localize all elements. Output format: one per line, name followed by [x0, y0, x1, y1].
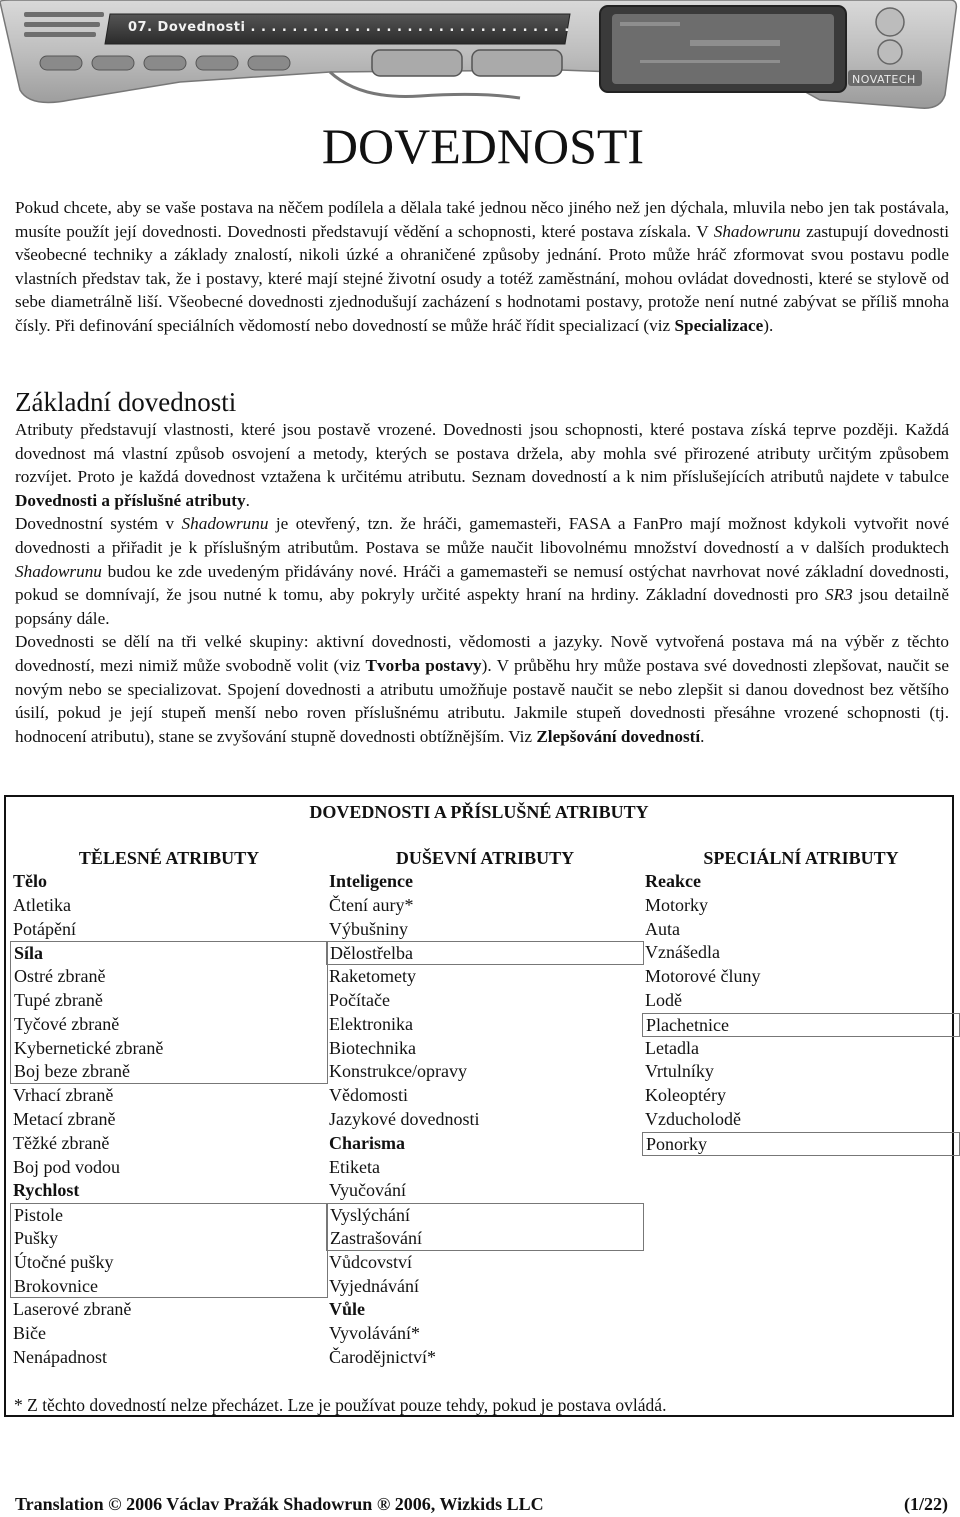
text-run: ). V průběhu hry může postava své dovednosti zlepšovat, naučit se novým nebo se specializovat. Spojení dovednosti a atributu umožňuje postavě naučit se nebo zlepšit si danou dovednost bez většího úsilí, pokud je její stupeň menší nebo roven příslušnému atributu. Jakmile stupeň dovednosti přesáhne vrozené schopnosti (tj. hodnocení atributu), stane se zvyšování stupně dovednosti obtížnějším. Viz: [15, 655, 950, 746]
skill-item: Laserové zbraně: [13, 1299, 132, 1320]
text-run: .: [245, 490, 250, 510]
cross-reference: Tvorba postavy: [365, 655, 482, 675]
skill-item: Pušky: [10, 1227, 328, 1251]
skill-item: Motorové čluny: [645, 966, 761, 987]
text-run: jsou detailně popsány dále.: [15, 585, 949, 628]
skill-item: Ostré zbraně: [10, 965, 328, 989]
skill-item: Boj beze zbraně: [10, 1060, 328, 1084]
skill-item: Vznášedla: [645, 942, 720, 963]
skill-item: Elektronika: [329, 1013, 413, 1034]
skill-item: Raketomety: [329, 966, 416, 987]
text-run: Pokud chcete, aby se vaše postava na něčem podílela a dělala také jednou něco jiného než jen dýchala, mluvila nebo jen tak postávala, musíte použít její dovednosti. Dovednosti představují vědění a schopnosti, které postava získala. V: [15, 198, 949, 241]
skill-item: Jazykové dovednosti: [329, 1108, 480, 1129]
cross-reference: Dovednosti a příslušné atributy: [15, 490, 246, 510]
skill-item: Vrhací zbraně: [13, 1085, 114, 1106]
device-frame-graphic: [0, 0, 960, 112]
column-physical: [10, 846, 328, 1370]
skill-item: Čarodějnictví*: [329, 1346, 436, 1367]
skill-item: Motorky: [645, 894, 708, 915]
text-run: Dovednosti se dělí na tři velké skupiny: aktivní dovednosti, vědomosti a jazyky. Nově vytvořená postava má na výběr z těchto dovedností, mezi nimiž může svobodně volit (viz: [15, 632, 949, 675]
skill-item: Lodě: [645, 989, 682, 1010]
skill-item: Výbušniny: [329, 918, 409, 939]
skill-item: Kybernetické zbraně: [10, 1037, 328, 1061]
cross-reference: Zlepšování dovedností: [536, 726, 701, 746]
attribute-name: Reakce: [645, 871, 701, 891]
skills-attributes-table: [4, 795, 954, 1417]
skill-item: Útočné pušky: [10, 1251, 328, 1275]
intro-paragraph: [15, 196, 949, 338]
header-device: [0, 0, 960, 112]
skill-item: Vyjednávání: [329, 1275, 419, 1296]
skill-item: Biotechnika: [329, 1037, 416, 1058]
text-run: ).: [763, 315, 774, 335]
skill-item: Vyučování: [329, 1180, 406, 1201]
italic-term: Shadowrunu: [15, 561, 102, 581]
skill-item: Vrtulníky: [645, 1061, 714, 1082]
table-footnote: * Z těchto dovedností nelze přecházet. Lze je používat pouze tehdy, pokud je postava ovládá.: [14, 1395, 667, 1415]
skill-item: Etiketa: [329, 1156, 380, 1177]
skill-item: Biče: [13, 1323, 46, 1344]
column-header: SPECIÁLNÍ ATRIBUTY: [703, 848, 899, 868]
column-mental: [326, 846, 644, 1370]
column-special: [642, 846, 960, 1156]
page-title: DOVEDNOSTI: [321, 118, 645, 174]
attribute-name: Vůle: [329, 1299, 365, 1320]
italic-term: SR3: [824, 585, 853, 605]
paragraph-3: [15, 630, 949, 748]
italic-term: Shadowrunu: [713, 221, 801, 241]
skill-item: Auta: [645, 918, 680, 939]
skill-item: Nenápadnost: [13, 1346, 107, 1367]
column-header: DUŠEVNÍ ATRIBUTY: [395, 848, 575, 868]
skill-item: Zastrašování: [326, 1227, 644, 1251]
attribute-name: Tělo: [13, 871, 47, 891]
skill-item: Těžké zbraně: [13, 1132, 110, 1153]
paragraph-2: [15, 512, 949, 630]
skill-item: Čtení aury*: [329, 894, 414, 915]
skill-item: Vůdcovství: [329, 1251, 412, 1272]
column-header: TĚLESNÉ ATRIBUTY: [78, 848, 260, 868]
skill-item: Vědomosti: [329, 1085, 408, 1106]
skill-item: Ponorky: [642, 1132, 960, 1156]
page-number: (1/22): [904, 1494, 948, 1514]
skill-item: Vzducholodě: [645, 1108, 741, 1129]
paragraph-1: [15, 418, 949, 512]
attribute-name: Charisma: [329, 1132, 405, 1153]
brand-logo-text: NOVATECH: [852, 73, 916, 86]
basic-skills-section: [15, 418, 949, 748]
skill-item: Potápění: [13, 918, 76, 939]
cross-reference: Specializace: [674, 315, 764, 335]
chapter-label: 07. Dovednosti . . . . . . . . . . . . . . . . . . . . . . . . . . . . . . .: [128, 20, 570, 35]
text-run: Atributy představují vlastnosti, které jsou postavě vrozené. Dovednosti jsou schopnosti, které postava získá teprve později. Každá dovednost má vlastní způsob osvojení a metody, kterých se postava držela, aby mohla své přirozené atributy určitým způsobem rozvíjet. Proto je každá dovednost vztažena k určitému atributu. Seznam dovedností a k nim příslušejících atributů najdete v tabulce: [15, 420, 949, 487]
attribute-name: Síla: [10, 941, 328, 965]
skill-item: Vyvolávání*: [329, 1323, 420, 1344]
skill-item: Plachetnice: [642, 1013, 960, 1037]
skill-list: [326, 870, 644, 1370]
skill-item: Pistole: [10, 1203, 328, 1227]
text-run: Dovednostní systém v: [15, 514, 182, 534]
footer-copyright: Translation © 2006 Václav Pražák Shadowrun ® 2006, Wizkids LLC: [15, 1494, 544, 1514]
skill-item: Vyslýchání: [326, 1203, 644, 1227]
attribute-name: Rychlost: [13, 1180, 80, 1201]
skill-item: Tyčové zbraně: [10, 1013, 328, 1037]
section-heading: Základní dovednosti: [15, 387, 237, 417]
text-run: je otevřený, tzn. že hráči, gamemasteři, FASA a FanPro mají možnost kdykoli vytvořit nové dovednosti a přiřadit je k příslušným atributům. Postava se může naučit libovolnému množství dovedností a v dalších produktech: [15, 514, 949, 557]
skill-item: Letadla: [645, 1037, 699, 1058]
skill-item: Tupé zbraně: [10, 989, 328, 1013]
skill-list: [10, 870, 328, 1370]
skill-item: Konstrukce/opravy: [329, 1061, 467, 1082]
skill-item: Dělostřelba: [326, 941, 644, 965]
table-title: DOVEDNOSTI A PŘÍSLUŠNÉ ATRIBUTY: [309, 802, 649, 822]
skill-item: Atletika: [13, 894, 71, 915]
skill-item: Brokovnice: [10, 1275, 328, 1299]
italic-term: Shadowrunu: [181, 514, 269, 534]
attribute-name: Inteligence: [329, 871, 413, 891]
text-run: zastupují dovednosti všeobecné techniky a základy znalostí, nikoli úzké a ohraničené způsoby jednání. Proto může hráč zformovat svou postavu podle vlastních představ tak, že i postavy, které mají stejné životní osudy a totéž zaměstnání, mohou ovládat dovednosti, které se stylově od sebe diametrálně liší. Všeobecné dovednosti zjednodušují zacházení s hodnotami postavy, protože není nutné zabývat se příliš mnoha čísly. Při definování speciálních vědomostí nebo dovedností se může hráč řídit specializací (viz: [15, 221, 950, 335]
skill-item: Koleoptéry: [645, 1085, 726, 1106]
intro-section: [15, 196, 949, 338]
skill-item: Počítače: [329, 989, 390, 1010]
skill-list: [642, 870, 960, 1156]
skill-item: Boj pod vodou: [13, 1156, 121, 1177]
text-run: budou ke zde uvedeným přidávány nové. Hráči a gamemasteři se nemusí ostýchat navrhovat nové základní dovednosti, pokud se domnívají, že jsou nutné k tomu, aby pokryly určité aspekty hraní na hrdiny. Základní dovednosti pro: [15, 561, 949, 605]
skill-item: Metací zbraně: [13, 1108, 116, 1129]
text-run: .: [700, 726, 705, 746]
